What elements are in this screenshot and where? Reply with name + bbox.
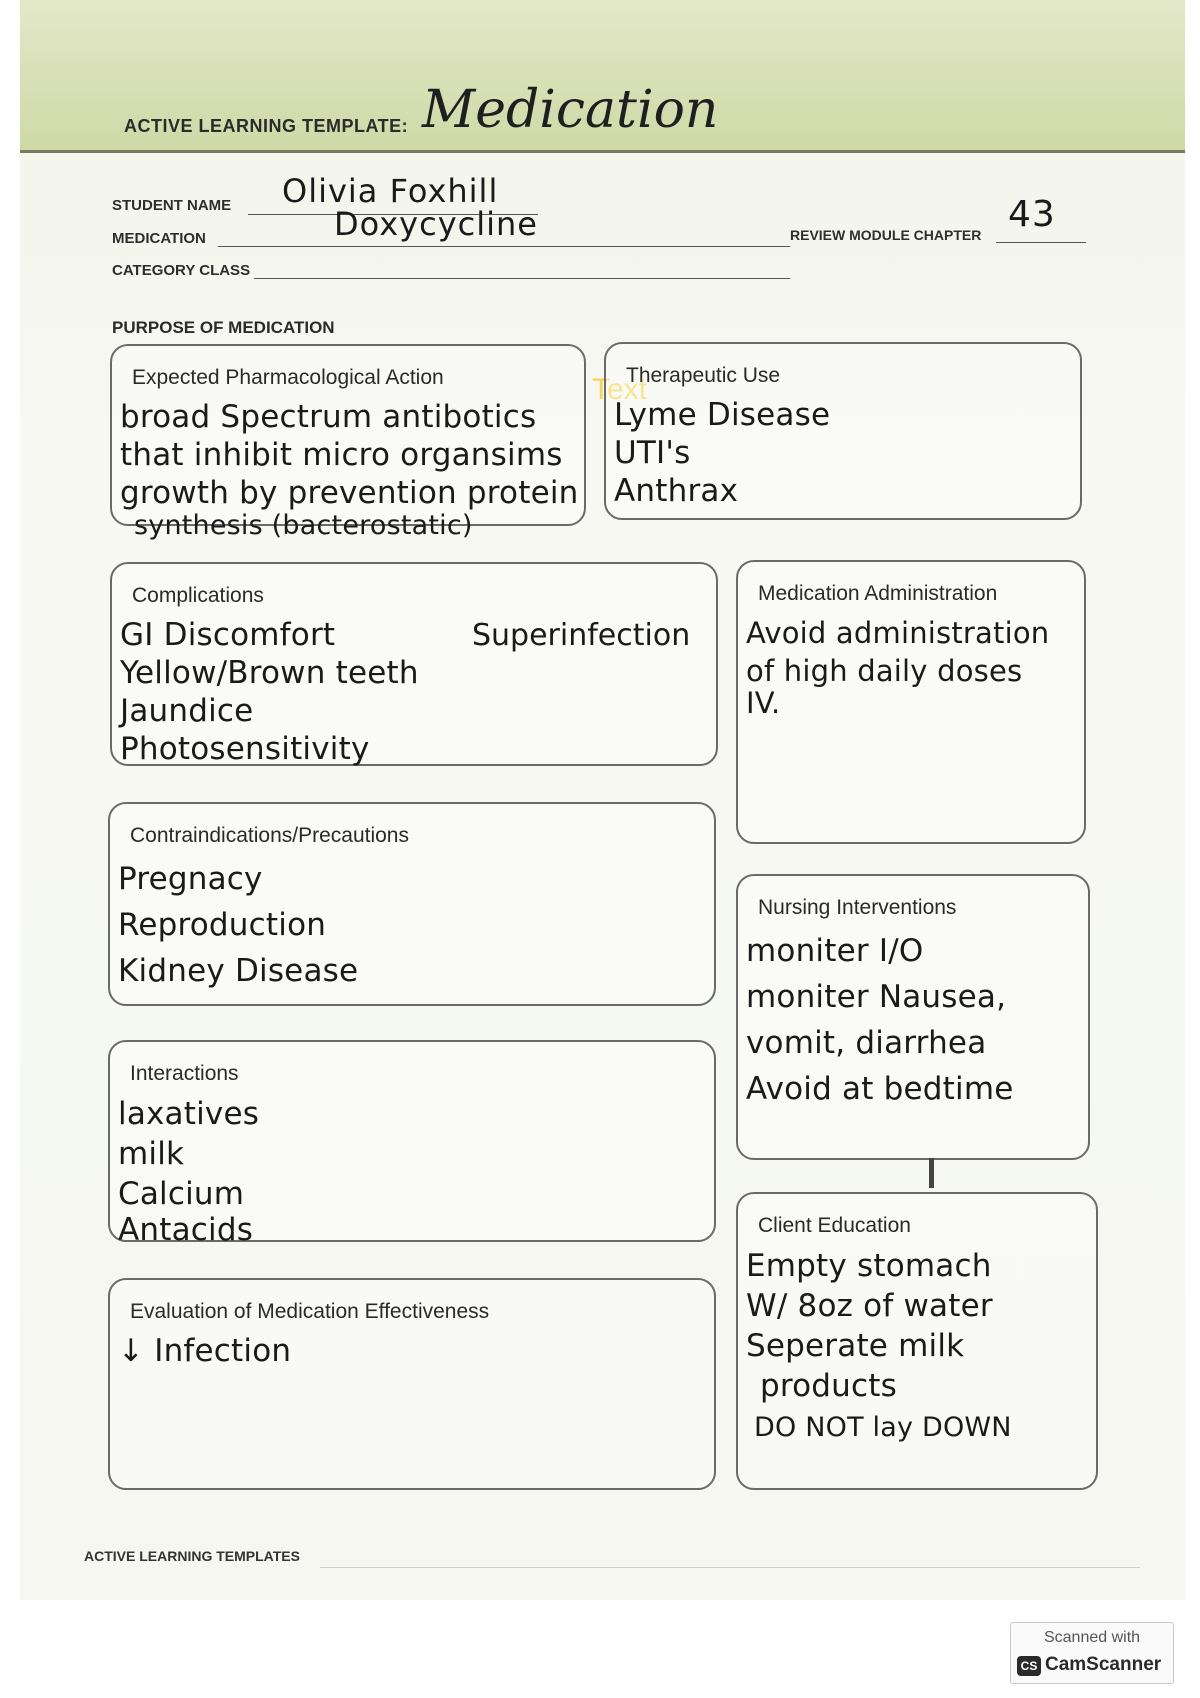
note-line: ↓ Infection [118, 1333, 292, 1369]
interactions-notes [118, 1094, 708, 1246]
category-class-line [254, 278, 790, 279]
scanner-top-text: Scanned with [1043, 1629, 1141, 1646]
note-line: moniter I/O [746, 933, 924, 969]
note-line: Kidney Disease [118, 953, 359, 989]
note-line: GI Discomfort [120, 617, 336, 653]
annotation-text: Text [592, 373, 648, 406]
review-module-chapter-line [996, 242, 1086, 243]
note-line: Avoid administration [746, 616, 1050, 650]
medication-administration-title: Medication Administration [758, 582, 998, 605]
contraindications-notes [118, 856, 708, 994]
footer-label: ACTIVE LEARNING TEMPLATES [84, 1548, 300, 1564]
note-line: growth by prevention protein [120, 475, 579, 511]
client-education-title: Client Education [758, 1214, 911, 1237]
medication-label: MEDICATION [112, 230, 206, 247]
note-line: vomit, diarrhea [746, 1025, 987, 1061]
template-label: ACTIVE LEARNING TEMPLATE: [124, 116, 409, 136]
note-line: Jaundice [120, 693, 254, 729]
note-line: that inhibit micro organsims [120, 437, 563, 473]
evaluation-box [108, 1278, 716, 1490]
note-line: Antacids [118, 1212, 254, 1248]
note-line: laxatives [118, 1096, 260, 1132]
camscanner-logo-icon: CS [1017, 1656, 1041, 1676]
client-education-box [736, 1192, 1098, 1490]
medication-value: Doxycycline [334, 205, 538, 243]
student-name-label: STUDENT NAME [112, 197, 232, 214]
note-line: Seperate milk [746, 1328, 965, 1364]
template-sheet [20, 0, 1185, 1600]
nursing-interventions-title: Nursing Interventions [758, 896, 957, 919]
interactions-box [108, 1040, 716, 1248]
note-line: Pregnacy [118, 861, 263, 897]
student-name-value: Olivia Foxhill [282, 172, 499, 210]
scanner-brand: CamScanner [1045, 1654, 1162, 1675]
note-line: Empty stomach [746, 1248, 992, 1284]
note-line: moniter Nausea, [746, 979, 1007, 1015]
therapeutic-use-box [604, 342, 1082, 520]
expected-pharmacological-action-box [110, 344, 586, 541]
note-line: IV. [746, 686, 781, 720]
therapeutic-use-title: Therapeutic Use [626, 364, 781, 387]
note-line: Reproduction [118, 907, 327, 943]
medication-line [218, 246, 790, 247]
nursing-interventions-notes [746, 928, 1086, 1112]
note-line: synthesis (bacterostatic) [134, 510, 473, 541]
boxes-connector [929, 1158, 934, 1188]
client-education-notes [746, 1246, 1094, 1450]
note-line: Avoid at bedtime [746, 1071, 1014, 1107]
footer-rule [320, 1567, 1140, 1568]
note-line: broad Spectrum antibotics [120, 399, 537, 435]
note-line: UTI's [614, 435, 691, 471]
review-module-chapter-label: REVIEW MODULE CHAPTER [790, 227, 982, 243]
complications-box [110, 562, 718, 766]
complications-side-note: Superinfection [472, 618, 691, 653]
note-line: W/ 8oz of water [746, 1288, 993, 1324]
contraindications-title: Contraindications/Precautions [130, 824, 409, 847]
review-module-chapter-value: 43 [1008, 194, 1056, 235]
medication-administration-box [736, 560, 1086, 844]
medication-administration-notes [746, 614, 1082, 720]
interactions-title: Interactions [130, 1062, 239, 1085]
note-line: Calcium [118, 1176, 245, 1212]
note-line: of high daily doses [746, 654, 1023, 688]
note-line: Lyme Disease [614, 397, 831, 433]
note-line: DO NOT lay DOWN [754, 1412, 1012, 1443]
evaluation-notes [118, 1332, 708, 1370]
nursing-interventions-box [736, 874, 1090, 1160]
note-line: Photosensitivity [120, 731, 370, 767]
complications-title: Complications [132, 584, 264, 607]
evaluation-title: Evaluation of Medication Effectiveness [130, 1300, 490, 1323]
note-line: Yellow/Brown teeth [120, 655, 419, 691]
scanner-badge [1010, 1622, 1174, 1684]
therapeutic-use-notes [614, 396, 1074, 510]
header-divider [20, 150, 1185, 153]
template-title: Medication [422, 80, 719, 140]
purpose-of-medication-label: PURPOSE OF MEDICATION [112, 318, 335, 337]
note-line: milk [118, 1136, 185, 1172]
category-class-label: CATEGORY CLASS [112, 262, 251, 279]
expected-action-notes [120, 398, 578, 540]
contraindications-box [108, 802, 716, 1006]
note-line: products [760, 1368, 897, 1404]
expected-action-title: Expected Pharmacological Action [132, 366, 444, 389]
note-line: Anthrax [614, 473, 739, 509]
